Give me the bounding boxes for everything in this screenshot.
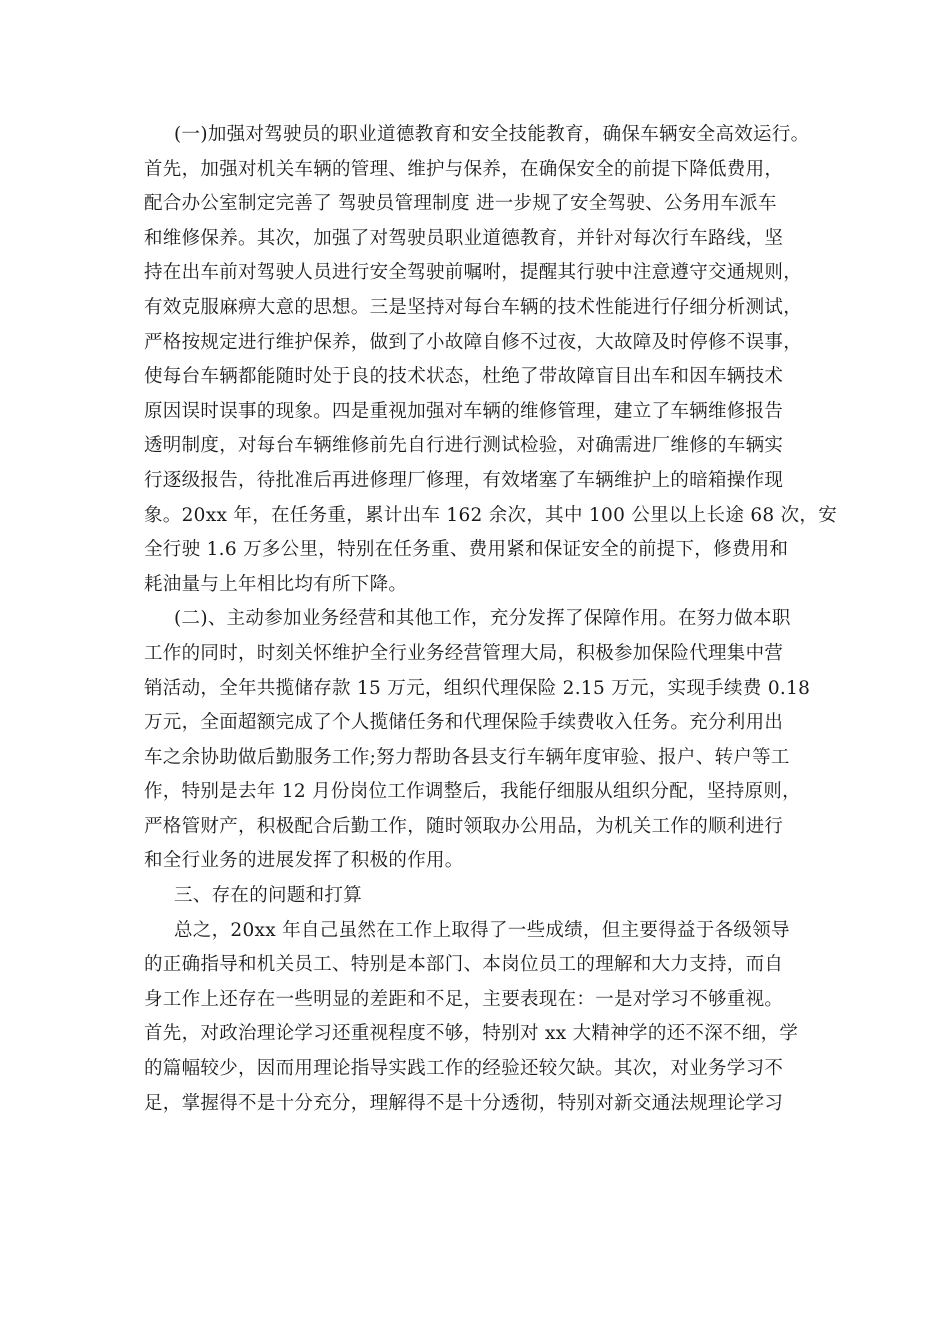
- text-line: 严格管财产，积极配合后勤工作，随时领取办公用品，为机关工作的顺利进行: [144, 815, 784, 837]
- text-line: 和全行业务的进展发挥了积极的作用。: [144, 850, 464, 872]
- text-line: 持在出车前对驾驶人员进行安全驾驶前嘱咐，提醒其行驶中注意遵守交通规则，: [144, 262, 803, 284]
- text-line: (一)加强对驾驶员的职业道德教育和安全技能教育，确保车辆安全高效运行。: [174, 124, 810, 145]
- text-line: 和维修保养。其次，加强了对驾驶员职业道德教育，并针对每次行车路线，坚: [144, 227, 784, 249]
- text-line: 销活动，全年共揽储存款 15 万元，组织代理保险 2.15 万元，实现手续费 0.18: [144, 677, 811, 699]
- text-line: 透明制度，对每台车辆维修前先自行进行测试检验，对确需进厂维修的车辆实: [144, 435, 784, 457]
- text-line: 车之余协助做后勤服务工作;努力帮助各县支行车辆年度审验、报户、转户等工: [144, 746, 790, 768]
- text-line: 有效克服麻痹大意的思想。三是坚持对每台车辆的技术性能进行仔细分析测试，: [144, 296, 803, 318]
- text-line: 万元，全面超额完成了个人揽储任务和代理保险手续费收入任务。充分利用出: [144, 712, 784, 734]
- text-line: 使每台车辆都能随时处于良的技术状态，杜绝了带故障盲目出车和因车辆技术: [144, 366, 784, 388]
- text-line: 首先，加强对机关车辆的管理、维护与保养，在确保安全的前提下降低费用，: [144, 158, 784, 180]
- text-line: (二)、主动参加业务经营和其他工作，充分发挥了保障作用。在努力做本职: [174, 608, 791, 630]
- text-line: 的篇幅较少，因而用理论指导实践工作的经验还较欠缺。其次，对业务学习不: [144, 1058, 784, 1080]
- text-line: 全行驶 1.6 万多公里，特别在任务重、费用紧和保证安全的前提下，修费用和: [144, 539, 789, 561]
- text-line: 三、存在的问题和打算: [174, 885, 363, 907]
- text-line: 配合办公室制定完善了 驾驶员管理制度 进一步规了安全驾驶、公务用车派车: [144, 193, 777, 215]
- text-line: 耗油量与上年相比均有所下降。: [144, 573, 408, 595]
- text-line: 足，掌握得不是十分充分，理解得不是十分透彻，特别对新交通法规理论学习: [144, 1092, 784, 1114]
- text-line: 象。20xx 年，在任务重，累计出车 162 余次，其中 100 公里以上长途 68 次，安: [144, 504, 838, 526]
- text-line: 原因误时误事的现象。四是重视加强对车辆的维修管理，建立了车辆维修报告: [144, 400, 784, 422]
- text-line: 首先，对政治理论学习还重视程度不够，特别对 xx 大精神学的还不深不细，学: [144, 1023, 799, 1045]
- text-line: 的正确指导和机关员工、特别是本部门、本岗位员工的理解和大力支持，而自: [144, 954, 784, 976]
- text-line: 严格按规定进行维护保养，做到了小故障自修不过夜，大故障及时停修不误事，: [144, 331, 803, 353]
- text-line: 作，特别是去年 12 月份岗位工作调整后，我能仔细服从组织分配，坚持原则，: [144, 781, 801, 803]
- document-body: [144, 118, 838, 1121]
- text-line: 总之，20xx 年自己虽然在工作上取得了一些成绩，但主要得益于各级领导: [174, 919, 790, 941]
- text-line: 身工作上还存在一些明显的差距和不足，主要表现在：一是对学习不够重视。: [144, 988, 784, 1010]
- text-line: 行逐级报告，待批准后再进修理厂修理，有效堵塞了车辆维护上的暗箱操作现: [144, 469, 784, 491]
- text-line: 工作的同时，时刻关怀维护全行业务经营管理大局，积极参加保险代理集中营: [144, 642, 784, 664]
